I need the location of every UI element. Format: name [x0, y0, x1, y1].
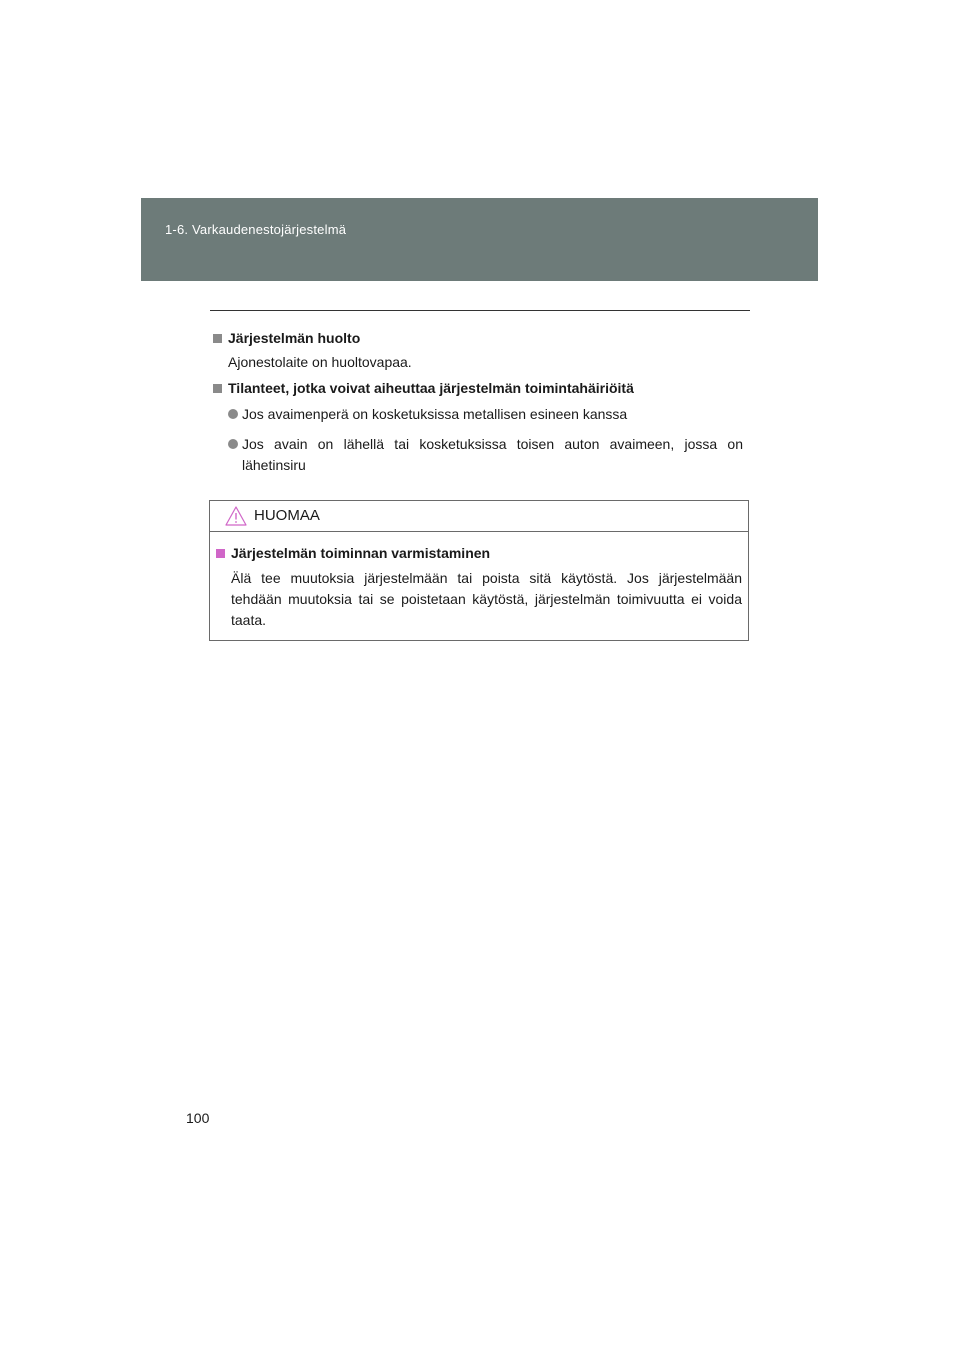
list-item — [228, 404, 743, 425]
caution-heading-text: Järjestelmän toiminnan varmistaminen — [231, 545, 491, 561]
round-bullet-icon — [228, 409, 238, 419]
main-content — [213, 328, 743, 476]
square-bullet-icon — [216, 549, 225, 558]
section-title: 1-6. Varkaudenestojärjestelmä — [165, 222, 347, 237]
caution-title: HUOMAA — [254, 507, 320, 524]
list-item-text: Jos avaimenperä on kosketuksissa metallisen esineen kanssa — [242, 406, 628, 422]
list-item-text: Jos avain on lähellä tai kosketuksissa toisen auton avaimeen, jossa on lähetinsiru — [242, 436, 743, 473]
square-bullet-icon — [213, 384, 222, 393]
malfunctions-heading-text: Tilanteet, jotka voivat aiheuttaa järjestelmän toimintahäiriöitä — [228, 380, 634, 396]
page-number: 100 — [186, 1110, 210, 1126]
caution-box — [209, 500, 749, 641]
round-bullet-icon — [228, 439, 238, 449]
caution-body — [210, 532, 748, 631]
top-divider — [210, 310, 750, 311]
caution-header — [210, 501, 748, 532]
maintenance-heading — [213, 328, 743, 348]
malfunctions-heading — [213, 378, 743, 398]
caution-heading — [216, 543, 742, 563]
section-header-band — [141, 198, 818, 281]
maintenance-text: Ajonestolaite on huoltovapaa. — [228, 354, 412, 370]
list-item — [228, 434, 743, 476]
caution-text: Älä tee muutoksia järjestelmään tai poista sitä käytöstä. Jos järjestelmään tehdään muutoksia tai se poistetaan käytöstä, järjestelmän toimivuutta ei voida taata. — [231, 570, 742, 628]
square-bullet-icon — [213, 334, 222, 343]
warning-triangle-icon — [225, 506, 247, 526]
maintenance-heading-text: Järjestelmän huolto — [228, 330, 361, 346]
